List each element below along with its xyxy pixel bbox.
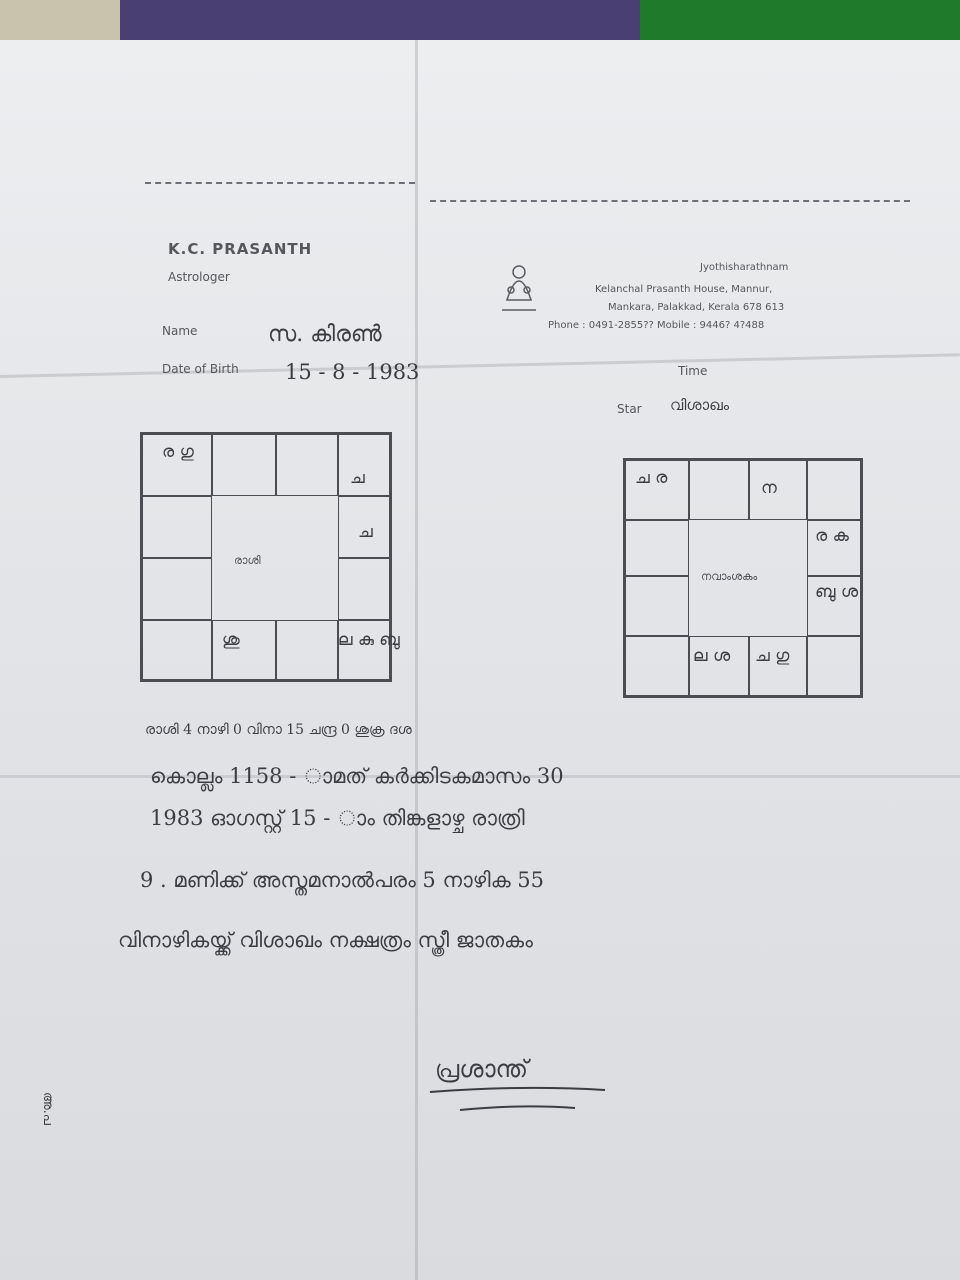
chart-cell (625, 576, 689, 636)
chart-cell (338, 558, 390, 620)
navamsa-chart (623, 458, 863, 698)
star-label: Star (617, 402, 642, 416)
navamsa-cell-glyph: ച ഗു (755, 646, 790, 666)
navamsa-cell-glyph: ബു ശ (815, 582, 859, 602)
name-label: Name (162, 324, 198, 338)
dashed-rule (430, 200, 910, 202)
phone-line: Phone : 0491-2855?? Mobile : 9446? 4?488 (548, 320, 765, 331)
astrologer-name: K.C. PRASANTH (168, 240, 313, 258)
navamsa-cell-glyph: ന (761, 478, 777, 498)
paper-fold (415, 40, 418, 1280)
rasi-title: രാശി (234, 554, 261, 567)
chart-cell (625, 636, 689, 696)
time-label: Time (678, 364, 708, 378)
chart-cell (625, 520, 689, 576)
text-line: 9 . മണിക്ക് അസ്തമനാൽപരം 5 നാഴിക 55 (140, 868, 545, 892)
rasi-cell-glyph: ച (358, 522, 373, 542)
chart-cell (749, 636, 807, 696)
text-line: കൊല്ലം 1158 - ാമത് കർക്കിടകമാസം 30 (150, 764, 564, 788)
chart-cell (749, 460, 807, 520)
signature: പ്രശാന്ത് (435, 1055, 529, 1083)
chart-cell (689, 636, 749, 696)
address-line: Jyothisharathnam (700, 262, 789, 273)
chart-cell (807, 460, 861, 520)
rasi-chart (140, 432, 400, 682)
rasi-cell-glyph: ച (350, 468, 365, 488)
chart-cell (276, 620, 338, 680)
name-value: സ. കിരൺ (268, 322, 382, 347)
navamsa-cell-glyph: ല ശ (693, 646, 731, 666)
chart-cell (142, 620, 212, 680)
dashed-rule (145, 182, 415, 184)
navamsa-cell-glyph: ര ക (815, 526, 849, 546)
navamsa-cell-glyph: ച ര (635, 468, 668, 488)
chart-cell (212, 620, 276, 680)
chart-cell (276, 434, 338, 496)
dob-value: 15 - 8 - 1983 (285, 360, 420, 384)
rasi-cell-glyph: ല കു ബു (338, 630, 400, 650)
rasi-cell-glyph: ശു (222, 630, 240, 650)
star-value: വിശാഖം (670, 396, 730, 414)
dob-label: Date of Birth (162, 362, 239, 376)
chart-cell (338, 620, 390, 680)
text-line: 1983 ഓഗസ്റ്റ് 15 - ാം തിങ്കളാഴ്ച രാത്രി (150, 806, 525, 830)
chart-cell (212, 434, 276, 496)
address-line: Mankara, Palakkad, Kerala 678 613 (608, 302, 785, 313)
chart-cell (689, 460, 749, 520)
rasi-cell-glyph: ര ഗു (162, 442, 194, 462)
address-line: Kelanchal Prasanth House, Mannur, (595, 284, 773, 295)
text-line: വിനാഴികയ്ക്ക് വിശാഖം നക്ഷത്രം സ്ത്രീ ജാതകം (118, 928, 533, 952)
astrologer-title: Astrologer (168, 270, 230, 284)
chart-cell (142, 496, 212, 558)
dasa-line: രാശി 4 നാഴി 0 വിനാ 15 ചന്ദ്ര 0 ശുക്ര ദശ (145, 722, 412, 738)
navamsa-title: നവാംശകം (701, 570, 758, 583)
chart-cell (807, 636, 861, 696)
chart-cell (142, 558, 212, 620)
margin-note: അ.പ (40, 1092, 55, 1125)
